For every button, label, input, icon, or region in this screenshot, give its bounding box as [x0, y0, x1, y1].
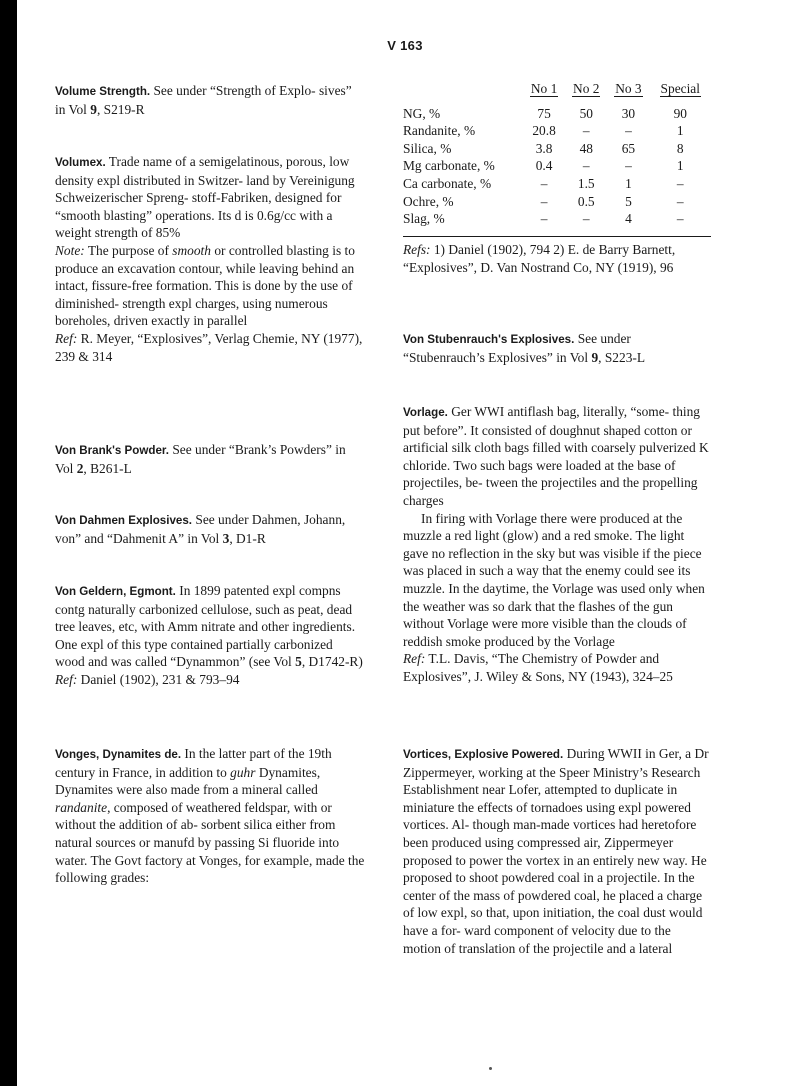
- headword: Von Dahmen Explosives.: [55, 514, 193, 527]
- entry-von-brank: Von Brank's Powder. See under “Brank’s Powders” in Vol 2, B261-L: [55, 442, 346, 476]
- column-header: No 2: [573, 81, 600, 96]
- page-number: V 163: [387, 38, 423, 53]
- headword: Von Geldern, Egmont.: [55, 585, 176, 598]
- print-speck: [489, 1067, 492, 1070]
- headword: Volume Strength.: [55, 85, 151, 98]
- entry-von-geldern: Von Geldern, Egmont. In 1899 patented expl compns contg naturally carbonized cellulose, such as peat, dead tree leaves, etc, with Amm nitrate and other ingredients. One expl of this type contained partially carbonized wood and was called “Dynammon” (see Vol 5, D1742-R) Ref: Daniel (1902), 231 & 793–94: [55, 583, 363, 687]
- headword: Vonges, Dynamites de.: [55, 748, 182, 761]
- table-row: Randanite, % 20.8 – – 1: [403, 123, 684, 139]
- headword: Vorlage.: [403, 406, 448, 419]
- page-edge-bar: [0, 0, 17, 1086]
- entry-volume-strength: Volume Strength. See under “Strength of Explo- sives” in Vol 9, S219-R: [55, 83, 352, 117]
- entry-vortices: Vortices, Explosive Powered. During WWII in Ger, a Dr Zippermeyer, working at the Speer Ministry’s Research Establishment near Lofer, attempted to duplicate in miniature the effects of tornadoes using expl powered vortices. Al- though man-made vortices had heretofore been produced using compressed air, Zippermeyer proposed to power the vortex in an entirely new way. He proposed to shoot powdered coal in a projectile. In the center of the mass of powdered coal, he placed a charge of low expl, so that, upon initiation, the coal dust would have a for- ward component of velocity due to the motion of translation of the projectile and a lateral: [403, 746, 709, 956]
- entry-vorlage: Vorlage. Ger WWI antiflash bag, literally, “some- thing put before”. It consisted of doughnut shaped cotton or artificial silk cloth bags filled with coarsely pulverized K chloride. Two such bags were loaded at the base of projectiles, be- tween the projectiles and the propelling charges In firing with Vorlage there were produced at the muzzle a red light (glow) and a red smoke. The light gave no reflection in the sky but was visible if the piece was placed in such a way that the enemy could see its muzzle. In the daytime, the Vorlage was used only when the weather was so dark that the flashes of the gun without Vorlage were more visible than the clouds of reddish smoke produced by the Vorlage Ref: T.L. Davis, “The Chemistry of Powder and Explosives”, J. Wiley & Sons, NY (1943), 324–25: [403, 404, 709, 684]
- table-row: Ca carbonate, % – 1.5 1 –: [403, 175, 684, 191]
- column-header: No 1: [530, 81, 558, 96]
- column-header: Special: [660, 81, 700, 96]
- dynamite-grades-table: [403, 80, 711, 228]
- headword: Vortices, Explosive Powered.: [403, 748, 564, 761]
- headword: Von Brank's Powder.: [55, 444, 170, 457]
- table-row: NG, % 75 50 30 90: [403, 105, 687, 121]
- table-bottom-rule: [403, 236, 711, 237]
- entry-von-stubenrauch: Von Stubenrauch's Explosives. See under “Stubenrauch’s Explosives” in Vol 9, S223-L: [403, 331, 646, 365]
- entry-vonges: Vonges, Dynamites de. In the latter part of the 19th century in France, in addition to guhr Dynamites, Dynamites were also made from a mineral called randanite, composed of weathered feldspar, with or without the addition of ab- sorbent silica either from natural sources or manufd by passing Si fluoride into water. The Govt factory at Vonges, for example, made the following grades:: [55, 746, 365, 886]
- entry-von-dahmen: Von Dahmen Explosives. See under Dahmen, Johann, von” and “Dahmenit A” in Vol 3, D1-R: [55, 512, 346, 546]
- headword: Volumex.: [55, 156, 106, 169]
- entry-volumex: Volumex. Trade name of a semigelatinous, porous, low density expl distributed in Switzer- land by Vereinigung Schweizerischer Spreng- stoff-Fabriken, designed for “smooth blasting” operations. Its d is 0.6g/cc with a weight strength of 85% Note: The purpose of smooth or controlled blasting is to produce an excavation contour, while leaving behind an intact, fissure-free formation. This is done by the use of diminished- strength expl charges, using numerous boreholes, driven exactly in parallel Ref: R. Meyer, “Explosives”, Verlag Chemie, NY (1977), 239 & 314: [55, 154, 363, 364]
- headword: Von Stubenrauch's Explosives.: [403, 333, 575, 346]
- table-row: Slag, % – – 4 –: [403, 211, 684, 227]
- table-row: Mg carbonate, % 0.4 – – 1: [403, 158, 684, 174]
- table-row: Ochre, % – 0.5 5 –: [403, 193, 684, 209]
- column-header: No 3: [615, 81, 642, 96]
- table-refs: Refs: 1) Daniel (1902), 794 2) E. de Barry Barnett, “Explosives”, D. Van Nostrand Co, NY (1919), 96: [403, 242, 676, 275]
- table-header-row: [403, 80, 711, 99]
- table-row: Silica, % 3.8 48 65 8: [403, 140, 684, 156]
